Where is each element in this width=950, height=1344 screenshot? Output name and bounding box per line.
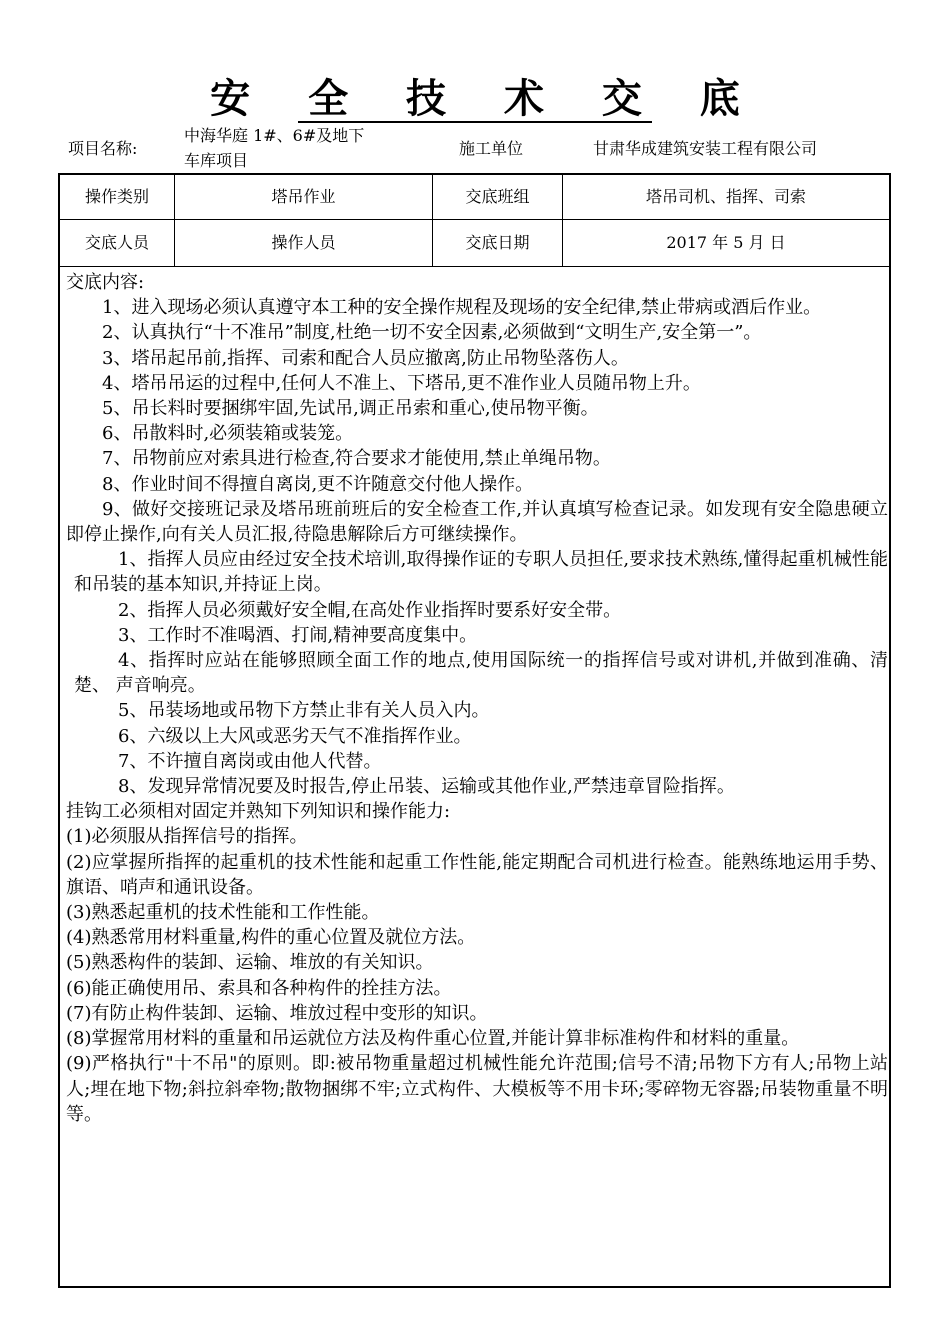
operation-category-value: 塔吊作业 [271, 187, 336, 206]
hook-rule: (3)熟悉起重机的技术性能和工作性能。 [66, 902, 380, 924]
operation-category-label: 操作类别 [84, 187, 149, 206]
hook-heading: 挂钩工必须相对固定并熟知下列知识和操作能力: [66, 801, 451, 823]
signal-rule: 2、指挥人员必须戴好安全帽,在高处作业指挥时要系好安全带。 [118, 599, 622, 621]
driver-rule: 8、作业时间不得擅自离岗,更不许随意交付他人操作。 [102, 473, 534, 495]
signal-rule: 1、指挥人员应由经过安全技术培训,取得操作证的专职人员担任,要求技术熟练,懂得起重机械性能和吊装的基本知识,并持证上岗。 [74, 549, 888, 596]
signal-rule: 7、不许擅自离岗或由他人代替。 [118, 750, 382, 772]
team-value: 塔吊司机、指挥、司索 [645, 187, 806, 206]
page-title: 安 全 技 术 交 底 [210, 75, 762, 122]
unit-label: 施工单位 [459, 139, 524, 158]
hook-rule: (6)能正确使用吊、索具和各种构件的拴挂方法。 [66, 977, 452, 999]
signal-rule: 3、工作时不准喝酒、打闹,精神要高度集中。 [118, 624, 478, 646]
hook-rule: (1)必须服从指挥信号的指挥。 [66, 826, 308, 848]
driver-rule: 3、塔吊起吊前,指挥、司索和配合人员应撤离,防止吊物坠落伤人。 [102, 347, 629, 369]
title-underline [298, 121, 652, 123]
unit-value: 甘肃华成建筑安装工程有限公司 [593, 139, 818, 158]
hook-rule: (2)应掌握所指挥的起重机的技术性能和起重工作性能,能定期配合司机进行检查。能熟练地运用手势、旗语、哨声和通讯设备。 [66, 851, 888, 898]
row-divider [60, 266, 889, 267]
hook-rule: (8)掌握常用材料的重量和吊运就位方法及构件重心位置,并能计算非标准构件和材料的重量。 [66, 1028, 800, 1050]
driver-rule: 7、吊物前应对索具进行检查,符合要求才能使用,禁止单绳吊物。 [102, 448, 611, 470]
signal-rule: 4、指挥时应站在能够照顾全面工作的地点,使用国际统一的指挥信号或对讲机,并做到准确、清楚、 声音响亮。 [74, 650, 888, 697]
driver-rule: 4、塔吊吊运的过程中,任何人不准上、下塔吊,更不准作业人员随吊物上升。 [102, 372, 701, 394]
project-name-line2: 车库项目 [184, 151, 249, 170]
driver-rule: 5、吊长料时要捆绑牢固,先试吊,调正吊索和重心,使吊物平衡。 [102, 398, 599, 420]
discloser-label: 交底人员 [84, 233, 149, 252]
disclosure-content [66, 270, 888, 1127]
driver-rule: 9、做好交接班记录及塔吊班前班后的安全检查工作,并认真填写检查记录。如发现有安全隐患硬立即停止操作,向有关人员汇报,待隐患解除后方可继续操作。 [66, 498, 888, 546]
project-label: 项目名称: [68, 139, 138, 158]
hook-rule: (7)有防止构件装卸、运输、堆放过程中变形的知识。 [66, 1002, 488, 1024]
team-label: 交底班组 [465, 187, 530, 206]
driver-rule: 2、认真执行“十不准吊”制度,杜绝一切不安全因素,必须做到“文明生产,安全第一”。 [102, 322, 762, 344]
hook-rule: (9)严格执行"十不吊"的原则。即:被吊物重量超过机械性能允许范围;信号不清;吊物下方有人;吊物上站人;埋在地下物;斜拉斜牵物;散物捆绑不牢;立式构件、大模板等不用卡环;零碎物无容器;吊装物重量不明等。 [66, 1053, 888, 1125]
signal-rule: 8、发现异常情况要及时报告,停止吊装、运输或其他作业,严禁违章冒险指挥。 [118, 776, 735, 798]
hook-rule: (5)熟悉构件的装卸、运输、堆放的有关知识。 [66, 952, 434, 974]
driver-rule: 1、进入现场必须认真遵守本工种的安全操作规程及现场的安全纪律,禁止带病或酒后作业。 [102, 297, 822, 319]
date-label: 交底日期 [465, 233, 530, 252]
hook-rule: (4)熟悉常用材料重量,构件的重心位置及就位方法。 [66, 927, 476, 949]
project-name-line1: 中海华庭 1#、6#及地下 [184, 126, 365, 145]
date-value: 2017 年 5 月 日 [666, 233, 786, 252]
driver-rule: 6、吊散料时,必须装箱或装笼。 [102, 423, 354, 445]
discloser-value: 操作人员 [271, 233, 336, 252]
content-heading: 交底内容: [66, 272, 145, 293]
signal-rule: 6、六级以上大风或恶劣天气不准指挥作业。 [118, 725, 472, 747]
signal-rule: 5、吊装场地或吊物下方禁止非有关人员入内。 [118, 700, 490, 722]
